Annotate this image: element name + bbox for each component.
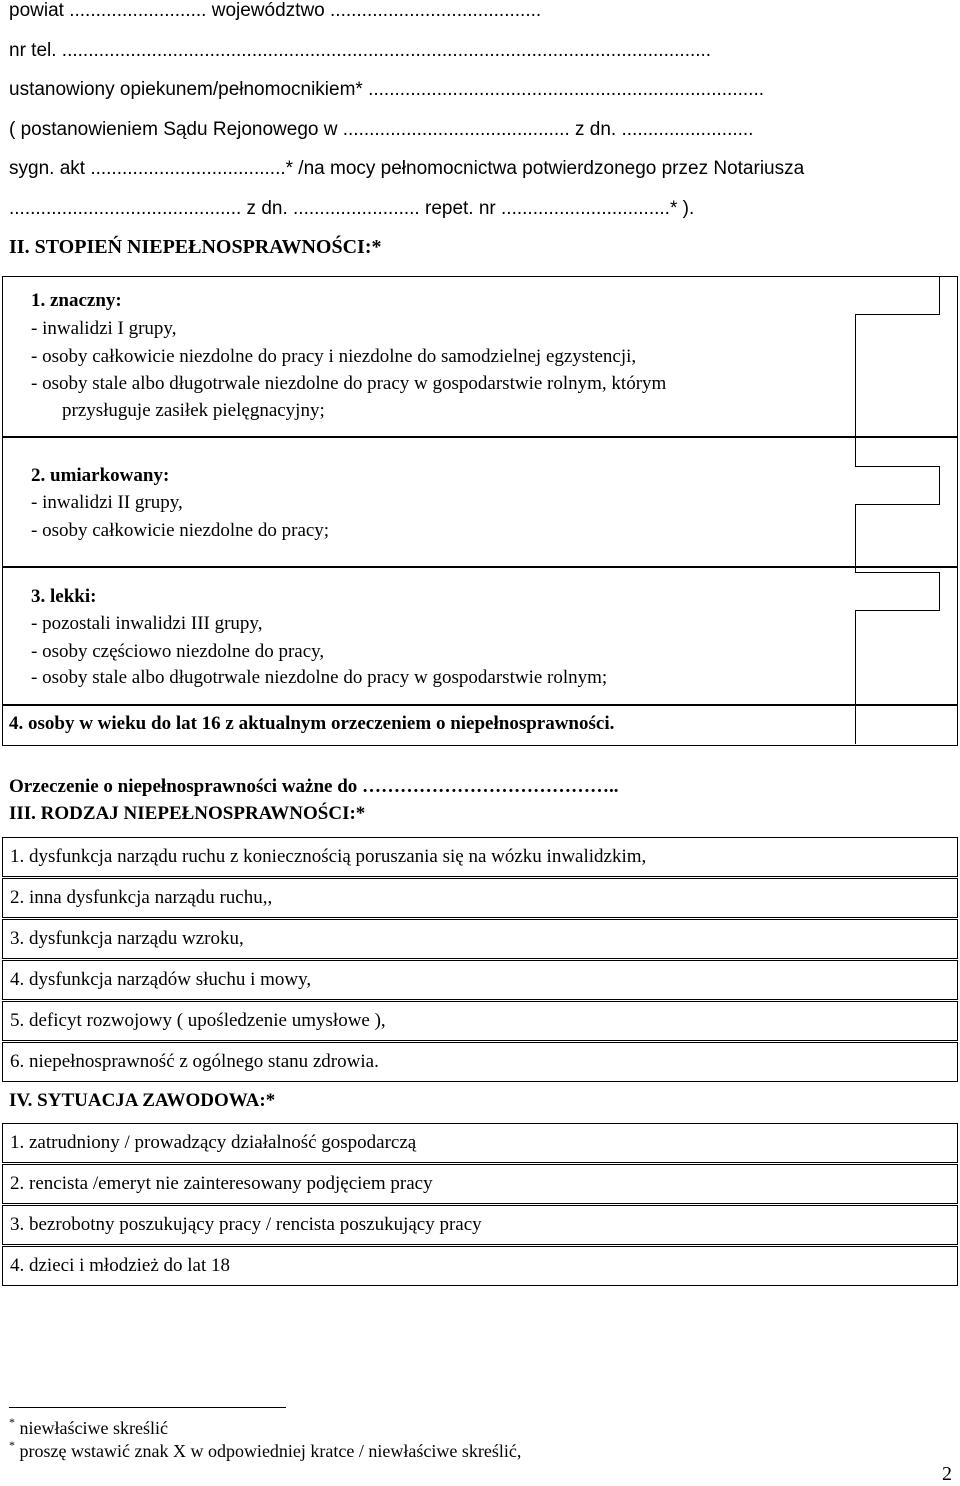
employment-label: 4. dzieci i młodzież do lat 18	[10, 1255, 231, 1276]
section-employment-title: IV. SYTUACJA ZAWODOWA:*	[9, 1090, 276, 1111]
footnote-marker: *	[9, 1415, 15, 1429]
certificate-validity: Orzeczenie o niepełnosprawności ważne do …………………………………..	[9, 776, 619, 797]
header-line-guardian: ustanowiony opiekunem/pełnomocnikiem* ...........................................................................	[9, 79, 764, 100]
disability-type-label: 4. dysfunkcja narządów słuchu i mowy,	[10, 969, 312, 990]
degree-significant-line: - inwalidzi I grupy,	[31, 318, 177, 339]
employment-label: 3. bezrobotny poszukujący pracy / rencista poszukujący pracy	[10, 1214, 482, 1235]
checkbox-moderate[interactable]	[855, 466, 940, 505]
disability-type-row[interactable]	[2, 837, 958, 877]
disability-type-label: 1. dysfunkcja narządu ruchu z koniecznością poruszania się na wózku inwalidzkim,	[10, 846, 647, 867]
employment-row[interactable]	[2, 1205, 958, 1245]
employment-label: 1. zatrudniony / prowadzący działalność gospodarczą	[10, 1132, 417, 1153]
header-line-case: sygn. akt .....................................* /na mocy pełnomocnictwa potwierdzonego przez Notariusza	[9, 158, 805, 179]
header-line-phone: nr tel. ...........................................................................................................................	[9, 40, 712, 61]
section-degree-title: II. STOPIEŃ NIEPEŁNOSPRAWNOŚCI:*	[9, 236, 382, 258]
disability-type-row[interactable]	[2, 919, 958, 959]
header-line-court: ( postanowieniem Sądu Rejonowego w ........................................... z dn. .........................	[9, 119, 754, 140]
disability-type-row[interactable]	[2, 1042, 958, 1082]
header-line-powiat: powiat .......................... województwo ........................................	[9, 0, 542, 21]
degree-mild-line: - pozostali inwalidzi III grupy,	[31, 613, 263, 634]
footnote-2	[9, 1438, 522, 1462]
disability-type-label: 3. dysfunkcja narządu wzroku,	[10, 928, 244, 949]
degree-mild-line: - osoby stale albo długotrwale niezdolne do pracy w gospodarstwie rolnym;	[31, 667, 608, 688]
disability-type-label: 6. niepełnosprawność z ogólnego stanu zdrowia.	[10, 1051, 379, 1072]
section-disability-type-title: III. RODZAJ NIEPEŁNOSPRAWNOŚCI:*	[9, 803, 366, 824]
checkbox-mild[interactable]	[855, 572, 940, 611]
header-line-notary: ............................................ z dn. ........................ repet. nr ................................* ).	[9, 198, 695, 219]
footnote-marker: *	[9, 1438, 15, 1452]
page-number: 2	[942, 1463, 952, 1485]
footnote-separator	[9, 1407, 286, 1408]
disability-type-row[interactable]	[2, 1001, 958, 1041]
degree-moderate-line: - osoby całkowicie niezdolne do pracy;	[31, 520, 330, 541]
footnote-1-text: niewłaściwe skreślić	[19, 1418, 168, 1438]
employment-row[interactable]	[2, 1123, 958, 1163]
employment-label: 2. rencista /emeryt nie zainteresowany podjęciem pracy	[10, 1173, 433, 1194]
degree-moderate-line: - inwalidzi II grupy,	[31, 492, 183, 513]
footnote-2-text: proszę wstawić znak X w odpowiedniej kratce / niewłaściwe skreślić,	[19, 1441, 522, 1461]
degree-children-title: 4. osoby w wieku do lat 16 z aktualnym orzeczeniem o niepełnosprawności.	[9, 713, 615, 734]
degree-mild-line: - osoby częściowo niezdolne do pracy,	[31, 641, 325, 662]
disability-type-row[interactable]	[2, 878, 958, 918]
employment-row[interactable]	[2, 1164, 958, 1204]
checkbox-column-divider	[855, 704, 856, 744]
disability-type-label: 5. deficyt rozwojowy ( upośledzenie umysłowe ),	[10, 1010, 386, 1031]
employment-row[interactable]	[2, 1246, 958, 1286]
degree-significant-title: 1. znaczny:	[31, 290, 122, 311]
degree-moderate-title: 2. umiarkowany:	[31, 465, 170, 486]
degree-significant-line: przysługuje zasiłek pielęgnacyjny;	[62, 400, 325, 421]
disability-type-row[interactable]	[2, 960, 958, 1000]
checkbox-significant[interactable]	[855, 276, 940, 315]
degree-significant-line: - osoby całkowicie niezdolne do pracy i niezdolne do samodzielnej egzystencji,	[31, 346, 637, 367]
footnote-1	[9, 1415, 168, 1439]
disability-type-label: 2. inna dysfunkcja narządu ruchu,,	[10, 887, 273, 908]
degree-mild-title: 3. lekki:	[31, 586, 97, 607]
degree-significant-line: - osoby stale albo długotrwale niezdolne do pracy w gospodarstwie rolnym, którym	[31, 373, 667, 394]
